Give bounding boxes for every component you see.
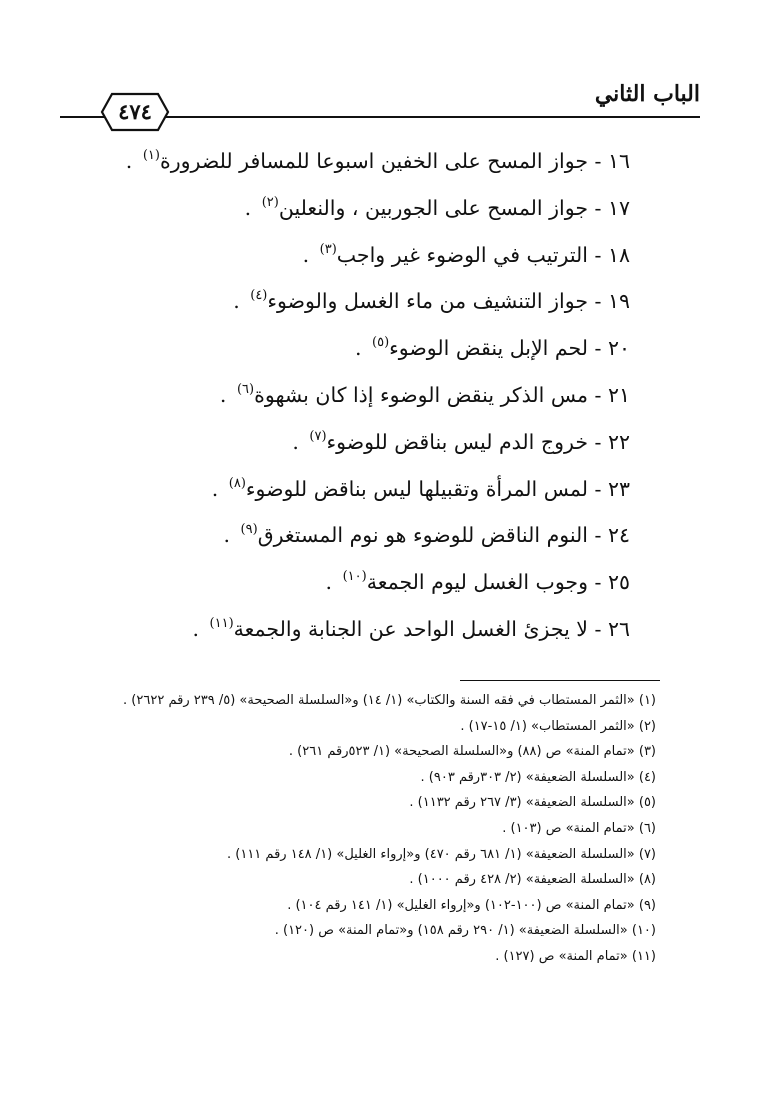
footnote: (٥) «السلسلة الضعيفة» (٣/ ٢٦٧ رقم ١١٣٢) .	[409, 795, 656, 811]
list-item: ٢٢ - خروج الدم ليس بناقض للوضوء$^{(٧)}$ .	[292, 428, 630, 454]
item-number: ٢٥	[607, 570, 630, 595]
list-item: ٢١ - مس الذكر ينقض الوضوء إذا كان بشهوة$^{(٦)}$ .	[219, 381, 630, 407]
item-number: ٢٠	[607, 336, 630, 361]
item-text: جواز المسح على الجوربين ، والنعلين	[278, 195, 588, 220]
footnote-ref: (٧)	[309, 428, 327, 444]
footnote: (١٠) «السلسلة الضعيفة» (١/ ٢٩٠ رقم ١٥٨) و«تمام المنة» ص (١٢٠) .	[274, 923, 656, 939]
footnote-ref: (٢)	[261, 194, 279, 210]
page-number-ornament	[100, 92, 170, 132]
footnote: (٨) «السلسلة الضعيفة» (٢/ ٤٢٨ رقم ١٠٠٠) .	[409, 872, 656, 888]
footnote: (١) «الثمر المستطاب في فقه السنة والكتاب» (١/ ١٤) و«السلسلة الصحيحة» (٥/ ٢٣٩ رقم ٢٦٢٢) .	[123, 693, 656, 708]
rulings-list	[70, 138, 630, 653]
item-number: ٢٢	[607, 429, 630, 454]
item-text: لحم الإبل ينقض الوضوء	[389, 336, 588, 361]
list-item: ٢٣ - لمس المرأة وتقبيلها ليس بناقض للوضوء$^{(٨)}$ .	[211, 475, 630, 501]
chapter-title: الباب الثاني	[594, 81, 700, 107]
item-text: جواز التنشيف من ماء الغسل والوضوء	[267, 289, 588, 314]
item-text: مس الذكر ينقض الوضوء إذا كان بشهوة	[254, 382, 588, 407]
page-number: ٤٧٤	[118, 99, 152, 124]
page-header	[60, 70, 700, 122]
item-number: ١٧	[607, 195, 630, 220]
footnote: (٦) «تمام المنة» ص (١٠٣) .	[502, 820, 656, 836]
footnote: (١١) «تمام المنة» ص (١٢٧) .	[495, 948, 656, 964]
item-number: ٢١	[607, 382, 630, 407]
footnote-ref: (١)	[142, 148, 160, 163]
list-item: ١٧ - جواز المسح على الجوربين ، والنعلين$^{(٢)}$ .	[244, 194, 630, 220]
list-item: ١٦ - جواز المسح على الخفين اسبوعا للمسافر للضرورة$^{(١)}$ .	[125, 148, 630, 173]
footnote-ref: (٤)	[250, 288, 268, 304]
list-item: ١٩ - جواز التنشيف من ماء الغسل والوضوء$^{(٤)}$ .	[233, 288, 630, 314]
item-number: ١٦	[607, 149, 630, 173]
footnote: (٣) «تمام المنة» ص (٨٨) و«السلسلة الصحيحة» (١/ ٥٢٣رقم ٢٦١) .	[288, 744, 656, 760]
item-text: جواز المسح على الخفين اسبوعا للمسافر للضرورة	[159, 149, 588, 173]
footnote-ref: (٥)	[372, 335, 390, 351]
item-number: ١٨	[607, 242, 630, 267]
list-item: ١٨ - الترتيب في الوضوء غير واجب$^{(٣)}$ .	[302, 241, 630, 267]
list-item: ٢٥ - وجوب الغسل ليوم الجمعة$^{(١٠)}$ .	[325, 569, 630, 595]
footnote-ref: (٦)	[236, 381, 255, 397]
list-item: ٢٠ - لحم الإبل ينقض الوضوء$^{(٥)}$ .	[354, 335, 630, 361]
item-text: خروج الدم ليس بناقض للوضوء	[326, 429, 588, 454]
item-number: ٢٦	[607, 616, 630, 641]
footnote-ref: (٣)	[319, 241, 337, 257]
item-text: لا يجزئ الغسل الواحد عن الجنابة والجمعة	[233, 616, 588, 641]
item-text: الترتيب في الوضوء غير واجب	[336, 242, 588, 267]
footnote-ref: (٨)	[228, 475, 246, 491]
footnote: (٢) «الثمر المستطاب» (١/ ١٥-١٧) .	[460, 718, 656, 734]
footnote-separator	[460, 680, 660, 681]
footnote: (٧) «السلسلة الضعيفة» (١/ ٦٨١ رقم ٤٧٠) و«إرواء الغليل» (١/ ١٤٨ رقم ١١١) .	[227, 846, 656, 862]
footnote-ref: (١١)	[209, 615, 234, 631]
item-text: لمس المرأة وتقبيلها ليس بناقض للوضوء	[245, 476, 588, 501]
item-number: ١٩	[607, 289, 630, 314]
list-item: ٢٦ - لا يجزئ الغسل الواحد عن الجنابة والجمعة$^{(١١)}$ .	[192, 615, 630, 641]
list-item: ٢٤ - النوم الناقض للوضوء هو نوم المستغرق$^{(٩)}$ .	[223, 522, 630, 548]
footnote-ref: (٩)	[240, 522, 258, 538]
item-text: النوم الناقض للوضوء هو نوم المستغرق	[257, 523, 588, 548]
footnotes-list	[56, 688, 656, 970]
footnote: (٩) «تمام المنة» ص (١٠٠-١٠٢) و«إرواء الغليل» (١/ ١٤١ رقم ١٠٤) .	[287, 897, 656, 913]
footnote: (٤) «السلسلة الضعيفة» (٢/ ٣٠٣رقم ٩٠٣) .	[420, 769, 656, 785]
item-text: وجوب الغسل ليوم الجمعة	[366, 570, 588, 595]
footnote-ref: (١٠)	[342, 569, 367, 585]
item-number: ٢٤	[607, 523, 630, 548]
item-number: ٢٣	[607, 476, 630, 501]
